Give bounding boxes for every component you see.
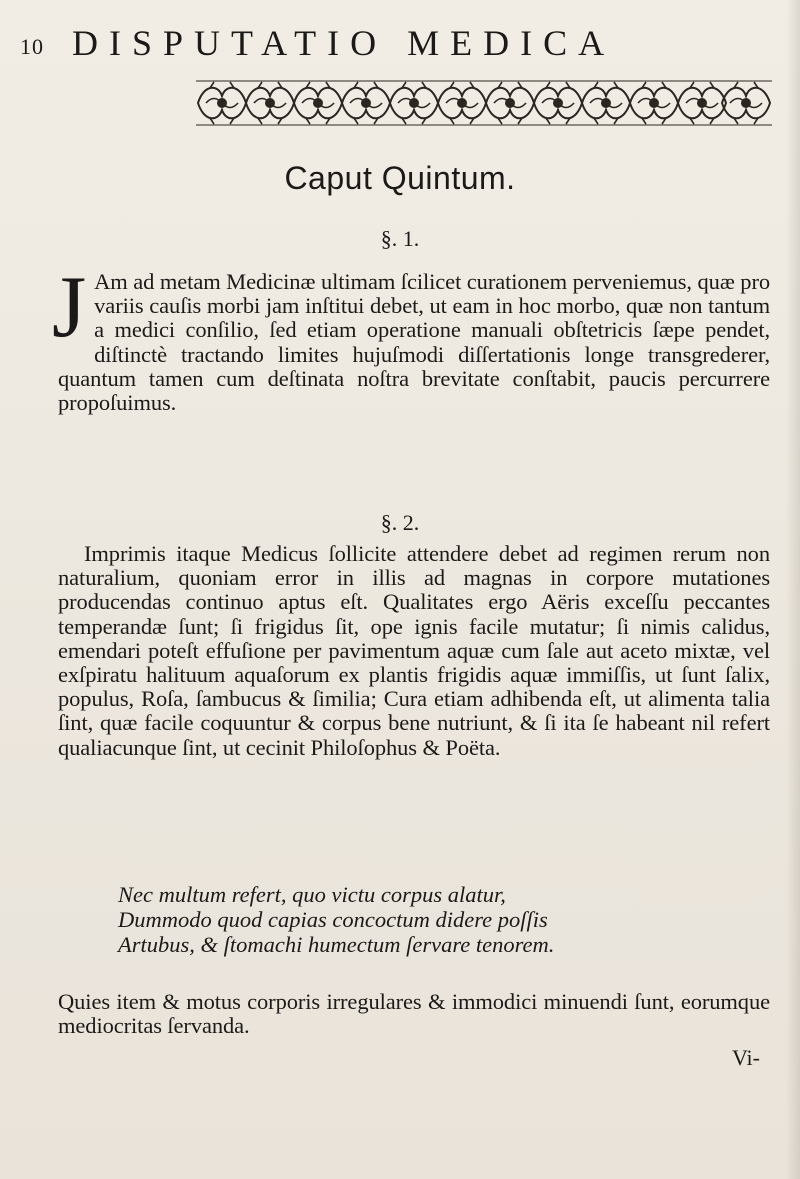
chapter-heading: Caput Quintum. bbox=[284, 160, 516, 196]
running-title: DISPUTATIO MEDICA bbox=[72, 23, 616, 63]
verse-line: Artubus, & ſtomachi humectum ſervare tenorem. bbox=[118, 932, 555, 957]
catchword: Vi- bbox=[731, 1045, 760, 1070]
paragraph-1-text: Am ad metam Medicinæ ultimam ſcilicet curationem perveniemus, quæ pro variis cauſis morbi jam inſtitui debet, ut eam in hoc morbo, quæ non tantum a medici conſilio, ſed etiam operatione manuali obſtetricis ſæpe pendet, diſtinctè tractando limites hujuſmodi diſſertationis longe transgrederer, quantum tamen cum deſtinata noſtra brevitate conſtabit, paucis percurrere propoſuimus. bbox=[58, 269, 770, 416]
ornamental-headpiece bbox=[196, 78, 772, 128]
running-head bbox=[20, 16, 780, 66]
verse-line: Dummodo quod capias concoctum didere poſſis bbox=[118, 907, 548, 932]
section-mark-2: §. 2. bbox=[380, 510, 420, 535]
verse-quotation bbox=[118, 882, 758, 957]
paragraph-1 bbox=[52, 259, 770, 416]
verse-line: Nec multum refert, quo victu corpus alatur, bbox=[118, 882, 506, 907]
page-number: 10 bbox=[20, 34, 44, 59]
ornament-border-icon bbox=[196, 78, 772, 128]
paragraph-2: Imprimis itaque Medicus ſollicite attendere debet ad regimen rerum non naturalium, quoniam error in illis ad magnas in corpore mutationes producendas continuo aptus eſt. Qualitates ergo Aëris exceſſu peccantes temperandæ ſunt; ſi frigidus ſit, ope ignis facile mutatur; ſi nimis calidus, emendari poteſt effuſione per pavimentum aquæ cum ſale aut aceto mixtæ, vel exſpiratu halituum aquaſorum ex plantis frigidis aquæ immiſſis, ut ſunt ſalix, populus, Roſa, ſambucus & ſimilia; Cura etiam adhibenda eſt, ut alimenta talia ſint, quæ facile coquuntur & corpus bene nutriunt, & ſi ita ſe habeant nil refert qualiacunque ſint, ut cecinit Philoſophus & Poëta. bbox=[58, 541, 770, 760]
paragraph-3: Quies item & motus corporis irregulares & immodici minuendi ſunt, eorumque mediocritas ſervanda. bbox=[58, 989, 770, 1039]
drop-cap-letter: J bbox=[52, 259, 87, 356]
section-mark-1: §. 1. bbox=[380, 226, 420, 251]
